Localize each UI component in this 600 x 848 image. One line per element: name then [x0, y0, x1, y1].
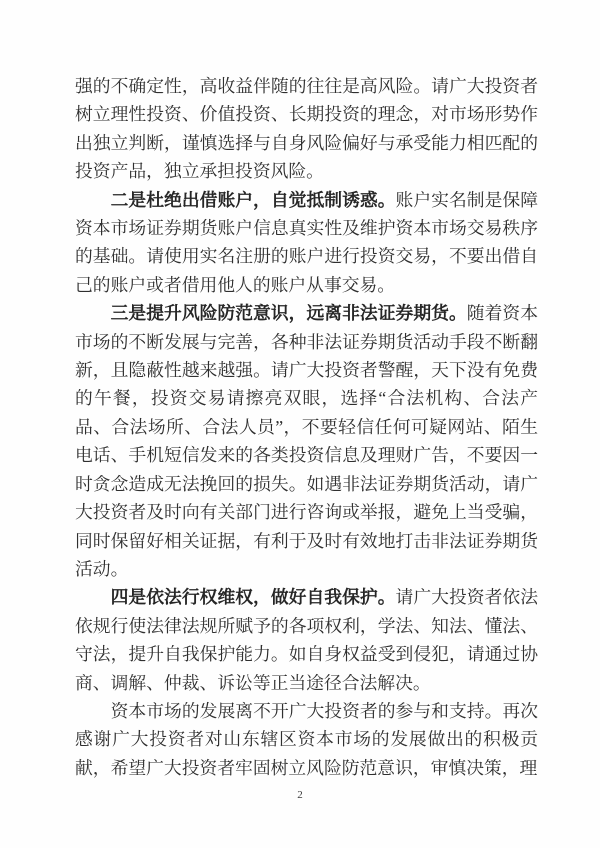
paragraph-4-text: 请广大投资者依法依规行使法律法规所赋予的各项权利，学法、知法、懂法、守法，提升自我保护能力。如自身权益受到侵犯，请通过协商、调解、仲裁、诉讼等正当途径合法解决。: [75, 587, 538, 693]
paragraph-5: [75, 697, 538, 782]
paragraph-3-lead: 三是提升风险防范意识，远离非法证券期货。: [110, 303, 467, 324]
paragraph-2: [75, 186, 538, 300]
document-body: [75, 72, 538, 782]
paragraph-1-text: 强的不确定性，高收益伴随的往往是高风险。请广大投资者树立理性投资、价值投资、长期投资的理念，对市场形势作出独立判断，谨慎选择与自身风险偏好与承受能力相匹配的投资产品，独立承担投资风险。: [75, 76, 538, 182]
page-number: 2: [297, 789, 303, 801]
paragraph-3-text: 随着资本市场的不断发展与完善，各种非法证券期货活动手段不断翻新，且隐蔽性越来越强。请广大投资者警醒，天下没有免费的午餐，投资交易请擦亮双眼，选择“合法机构、合法产品、合法场所、合法人员”，不要轻信任何可疑网站、陌生电话、手机短信发来的各类投资信息及理财广告，不要因一时贪念造成无法挽回的损失。如遇非法证券期货活动，请广大投资者及时向有关部门进行咨询或举报，避免上当受骗，同时保留好相关证据，有利于及时有效地打击非法证券期货活动。: [75, 303, 538, 579]
paragraph-4: [75, 583, 538, 697]
paragraph-1: [75, 72, 538, 186]
paragraph-3: [75, 299, 538, 583]
paragraph-5-text: 资本市场的发展离不开广大投资者的参与和支持。再次感谢广大投资者对山东辖区资本市场的发展做出的积极贡献，希望广大投资者牢固树立风险防范意识，审慎决策，理: [75, 700, 538, 778]
paragraph-4-lead: 四是依法行权维权，做好自我保护。: [110, 587, 396, 608]
paragraph-2-lead: 二是杜绝出借账户，自觉抵制诱惑。: [110, 189, 396, 210]
paragraph-2-text: 账户实名制是保障资本市场证券期货账户信息真实性及维护资本市场交易秩序的基础。请使用实名注册的账户进行投资交易，不要出借自己的账户或者借用他人的账户从事交易。: [75, 189, 538, 295]
